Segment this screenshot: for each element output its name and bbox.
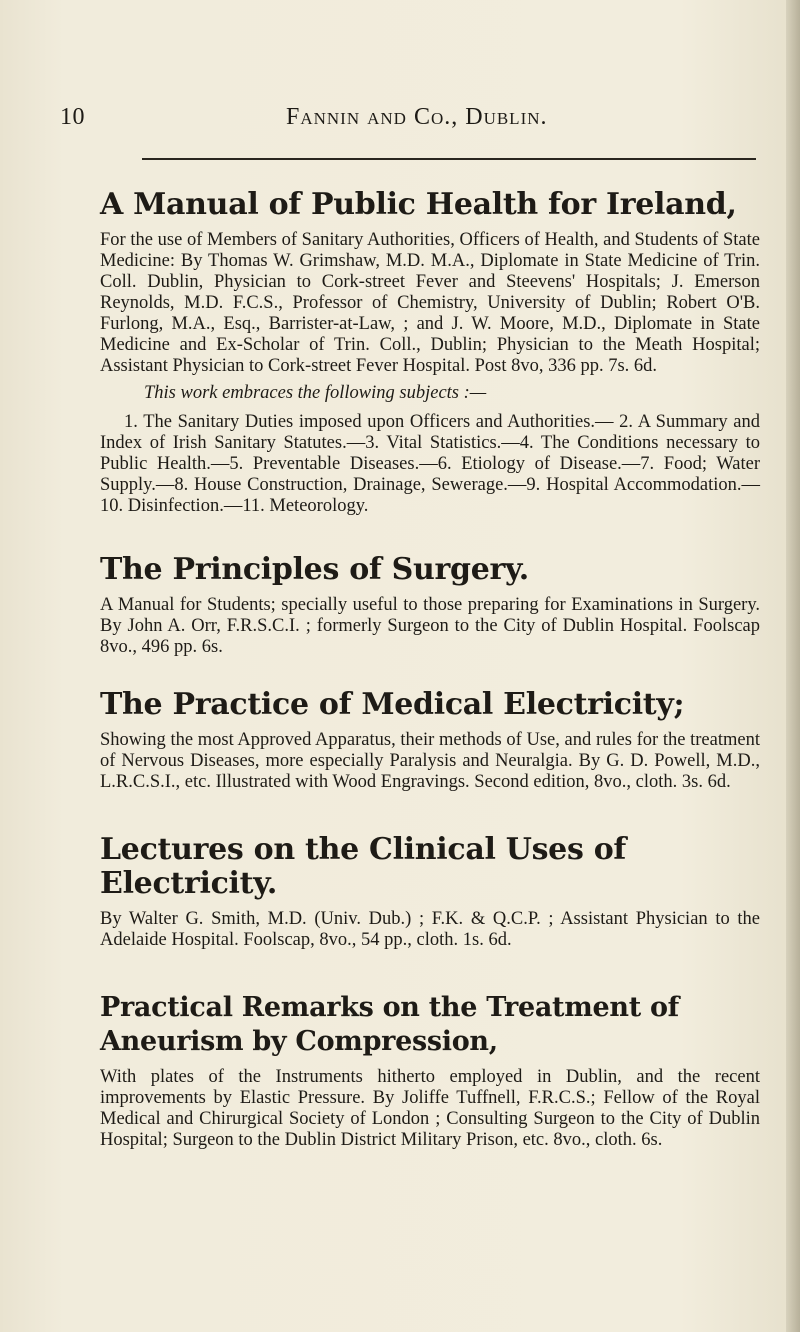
catalogue-entry bbox=[100, 188, 760, 517]
entry-title: The Principles of Surgery. bbox=[100, 552, 529, 587]
page-edge bbox=[786, 0, 800, 1332]
subjects-heading: This work embraces the following subjects :— bbox=[144, 383, 487, 403]
catalogue-entry bbox=[100, 991, 760, 1151]
catalogue-entry bbox=[100, 553, 760, 658]
catalogue-entry bbox=[100, 688, 760, 793]
subjects-list: 1. The Sanitary Duties imposed upon Officers and Authorities.— 2. A Summary and Index of Irish Sanitary Statutes.—3. Vital Statistics.—4. The Conditions necessary to Public Health.—5. Preventable Diseases.—6. Etiology of Disease.—7. Food; Water Supply.—8. House Construction, Drainage, Sewerage.—9. Hospital Accommodation.—10. Disinfection.—11. Meteorology. bbox=[100, 412, 760, 516]
entry-title: Lectures on the Clinical Uses of Electricity. bbox=[100, 832, 627, 901]
catalogue-listing bbox=[100, 188, 760, 1151]
entry-description: A Manual for Students; specially useful to those preparing for Examinations in Surgery. By John A. Orr, F.R.S.C.I. ; formerly Surgeon to the City of Dublin Hospital. Foolscap 8vo., 496 pp. 6s. bbox=[100, 595, 760, 657]
entry-description: By Walter G. Smith, M.D. (Univ. Dub.) ; F.K. & Q.C.P. ; Assistant Physician to the Adelaide Hospital. Foolscap, 8vo., 54 pp., cloth. 1s. 6d. bbox=[100, 909, 760, 950]
header-rule bbox=[142, 158, 756, 160]
entry-description: Showing the most Approved Apparatus, their methods of Use, and rules for the treatment of Nervous Diseases, more especially Paralysis and Neuralgia. By G. D. Powell, M.D., L.R.C.S.I., etc. Illustrated with Wood Engravings. Second edition, 8vo., cloth. 3s. 6d. bbox=[100, 730, 760, 792]
entry-title: Practical Remarks on the Treatment of Aneurism by Compression, bbox=[100, 992, 679, 1057]
entry-title: A Manual of Public Health for Ireland, bbox=[100, 187, 737, 222]
entry-description: For the use of Members of Sanitary Authorities, Officers of Health, and Students of State Medicine: By Thomas W. Grimshaw, M.D. M.A., Diplomate in State Medicine of Trin. Coll. Dublin, Physician to Cork-street Fever and Steevens' Hospitals; J. Emerson Reynolds, M.D. F.C.S., Professor of Chemistry, University of Dublin; Robert O'B. Furlong, M.A., Esq., Barrister-at-Law, ; and J. W. Moore, M.D., Diplomate in State Medicine and Ex-Scholar of Trin. Coll., Dublin; Physician to the Meath Hospital; Assistant Physician to Cork-street Fever Hospital. Post 8vo, 336 pp. 7s. 6d. bbox=[100, 230, 760, 376]
catalogue-entry bbox=[100, 833, 760, 951]
entry-description: With plates of the Instruments hitherto employed in Dublin, and the recent improvements by Elastic Pressure. By Joliffe Tuffnell, F.R.C.S.; Fellow of the Royal Medical and Chirurgical Society of London ; Consulting Surgeon to the City of Dublin Hospital; Surgeon to the Dublin District Military Prison, etc. 8vo., cloth. 6s. bbox=[100, 1067, 760, 1150]
running-title: Fannin and Co., Dublin. bbox=[286, 104, 548, 130]
entry-title: The Practice of Medical Electricity; bbox=[100, 687, 685, 722]
page-number: 10 bbox=[60, 104, 85, 130]
